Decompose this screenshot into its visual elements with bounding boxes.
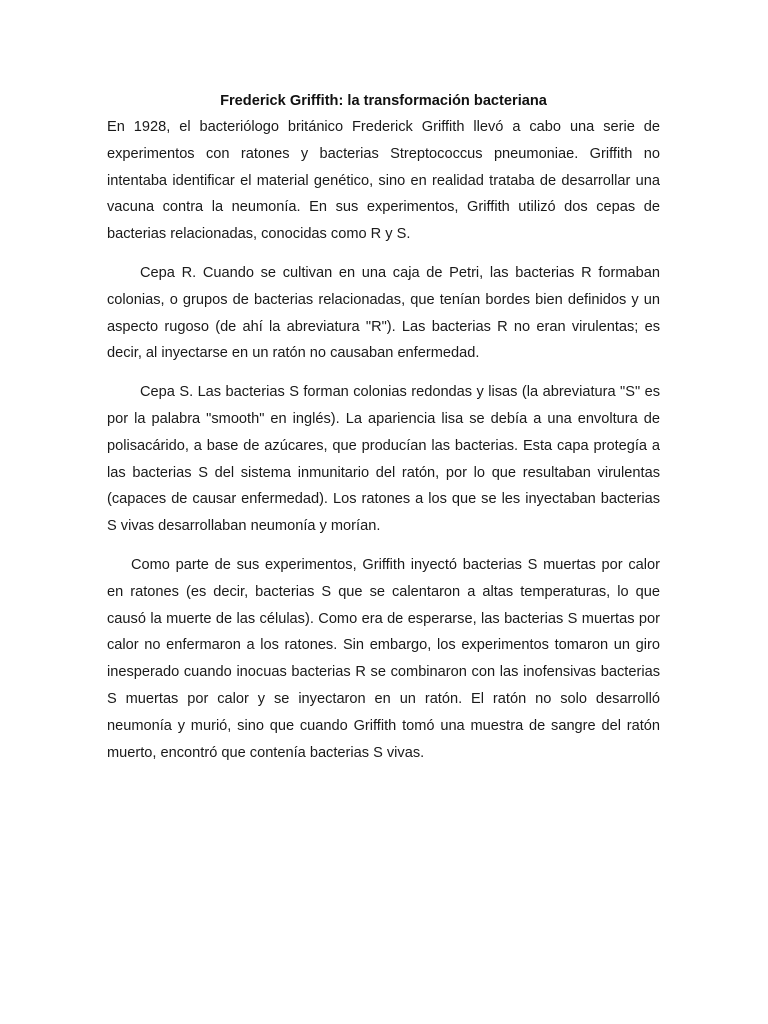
document-title: Frederick Griffith: la transformación bacteriana [220,93,547,109]
paragraph-intro: En 1928, el bacteriólogo británico Frederick Griffith llevó a cabo una serie de experimentos con ratones y bacterias Streptococcus pneumoniae. Griffith no intentaba identificar el material genético, sino en realidad trataba de desarrollar una vacuna contra la neumonía. En sus experimentos, Griffith utilizó dos cepas de bacterias relacionadas, conocidas como R y S. [107,119,660,243]
paragraph-cepa-s: Cepa S. Las bacterias S forman colonias redondas y lisas (la abreviatura "S" es por la palabra "smooth" en inglés). La apariencia lisa se debía a una envoltura de polisacárido, a base de azúcares, que producían las bacterias. Esta capa protegía a las bacterias S del sistema inmunitario del ratón, por lo que resultaban virulentas (capaces de causar enfermedad). Los ratones a los que se les inyectaban bacterias S vivas desarrollaban neumonía y morían. [107,384,660,535]
document-page [107,92,660,766]
paragraph-cepa-r: Cepa R. Cuando se cultivan en una caja de Petri, las bacterias R formaban colonias, o grupos de bacterias relacionadas, que tenían bordes bien definidos y un aspecto rugoso (de ahí la abreviatura "R"). Las bacterias R no eran virulentas; es decir, al inyectarse en un ratón no causaban enfermedad. [107,264,660,362]
paragraph-experiment: Como parte de sus experimentos, Griffith inyectó bacterias S muertas por calor en ratones (es decir, bacterias S que se calentaron a altas temperaturas, lo que causó la muerte de las células). Como era de esperarse, las bacterias S muertas por calor no enfermaron a los ratones. Sin embargo, los experimentos tomaron un giro inesperado cuando inocuas bacterias R se combinaron con las inofensivas bacterias S muertas por calor y se inyectaron en un ratón. El ratón no solo desarrolló neumonía y murió, sino que cuando Griffith tomó una muestra de sangre del ratón muerto, encontró que contenía bacterias S vivas. [107,556,660,761]
